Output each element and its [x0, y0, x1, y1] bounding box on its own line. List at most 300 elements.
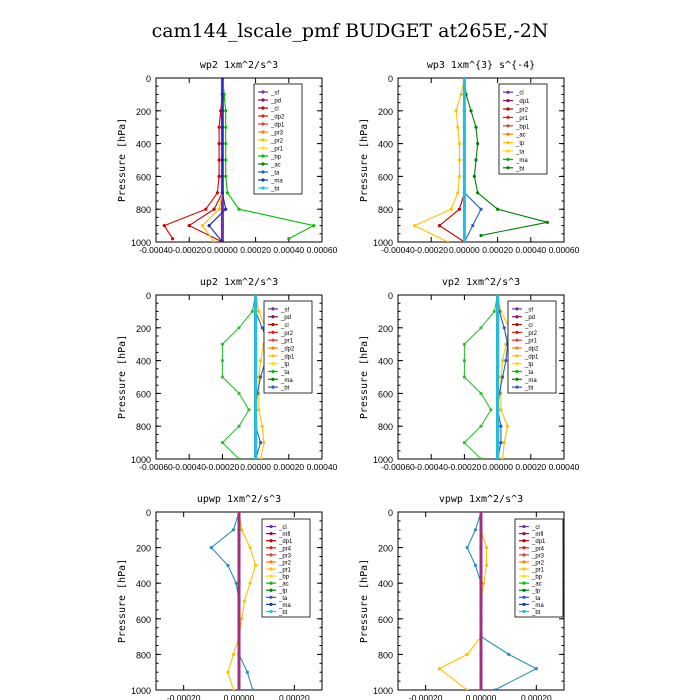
series-point-tp: [246, 671, 249, 674]
series-point-bt: [463, 142, 466, 145]
panel-title: vp2 1xm^2/s^3: [441, 277, 521, 288]
x-tick-label: 0.00000: [223, 693, 255, 700]
legend-label: _pr2: [525, 330, 538, 337]
series-point-cl: [479, 617, 482, 620]
legend-marker: [522, 525, 525, 528]
panel-title: vpwp 1xm^2/s^3: [438, 494, 524, 505]
y-axis-label: Pressure [hPa]: [117, 117, 128, 203]
legend-marker: [261, 146, 264, 149]
series-point-tp: [501, 375, 504, 378]
legend-label: _pr4: [279, 546, 292, 553]
legend-label: _pr3: [279, 553, 292, 560]
x-tick-label: -0.00060: [139, 462, 173, 472]
series-point-pr2: [503, 441, 506, 444]
series-point-pr1: [226, 671, 229, 674]
series-point-bt: [496, 293, 499, 296]
legend-label: _bt: [525, 385, 534, 392]
x-tick-label: -0.00060: [381, 462, 415, 472]
series-point-tp: [221, 109, 224, 112]
series-point-cl: [479, 653, 482, 656]
series-point-bt: [496, 359, 499, 362]
series-point-pr1: [221, 441, 224, 444]
legend-marker: [506, 116, 509, 119]
legend-marker: [269, 532, 272, 535]
legend-label: _pr2: [281, 330, 294, 337]
y-tick-label: 0: [387, 291, 393, 301]
y-tick-label: 400: [377, 579, 393, 590]
series-point-pr2: [259, 457, 262, 460]
legend-marker: [515, 370, 518, 373]
legend-marker: [269, 539, 272, 542]
series-point-pr1: [438, 667, 441, 670]
panel-6: [359, 494, 564, 700]
legend-label: _pr3: [532, 553, 545, 560]
legend-label: _ac: [516, 132, 526, 139]
series-point-bp: [224, 158, 227, 161]
legend-marker: [271, 362, 274, 365]
legend-marker: [515, 346, 518, 349]
legend-marker: [515, 362, 518, 365]
x-tick-label: 0.00020: [273, 462, 305, 472]
series-point-pr2: [450, 208, 453, 211]
series-point-bp: [224, 175, 227, 178]
series-point-sf: [221, 208, 224, 211]
series-point-tp: [251, 688, 254, 691]
legend-marker: [269, 560, 272, 563]
legend-label: _cl: [525, 323, 533, 330]
legend-label: _ac: [279, 581, 289, 588]
legend-marker: [271, 307, 274, 310]
legend-label: _pr1: [525, 338, 538, 345]
y-tick-label: 800: [135, 422, 151, 433]
legend-label: _sf: [525, 307, 534, 314]
series-point-cl: [237, 653, 240, 656]
legend-marker: [271, 378, 274, 381]
series-point-tp: [226, 564, 229, 567]
series-point-pr1: [232, 688, 235, 691]
series-point-pr1: [463, 375, 466, 378]
legend-label: _pr3: [271, 130, 284, 137]
series-point-tp: [208, 224, 211, 227]
series-line-pr1: [222, 295, 255, 459]
legend-label: _ta: [281, 369, 290, 376]
series-point-bt: [496, 375, 499, 378]
series-point-cl: [163, 224, 166, 227]
legend-marker: [522, 560, 525, 563]
series-point-pr1: [248, 582, 251, 585]
y-axis-label: Pressure [hPa]: [117, 558, 128, 644]
legend-label: _ma: [525, 377, 537, 384]
legend-marker: [261, 186, 264, 189]
y-axis-label: Pressure [hPa]: [359, 117, 370, 203]
legend-marker: [522, 574, 525, 577]
series-point-cl: [479, 564, 482, 567]
series-point-bt: [254, 441, 257, 444]
legend-label: _ma: [279, 602, 291, 609]
legend-marker: [515, 307, 518, 310]
legend-marker: [269, 603, 272, 606]
series-point-tp: [471, 224, 474, 227]
series-point-bt: [463, 76, 466, 79]
series-point-cl: [237, 671, 240, 674]
legend-label: _ta: [525, 369, 534, 376]
series-point-tp: [466, 546, 469, 549]
legend-label: _bt: [281, 385, 290, 392]
legend-label: _cl: [279, 525, 287, 532]
series-point-bt: [254, 293, 257, 296]
series-point-bt: [254, 359, 257, 362]
series-point-cl: [217, 126, 220, 129]
y-tick-label: 800: [377, 650, 393, 661]
legend: [264, 301, 312, 393]
legend-label: _tp: [532, 588, 541, 595]
series-point-ac: [474, 158, 477, 161]
series-point-cl: [237, 617, 240, 620]
panel-title: upwp 1xm^2/s^3: [196, 494, 282, 505]
legend-marker: [261, 170, 264, 173]
series-point-bp: [312, 224, 315, 227]
legend-marker: [506, 141, 509, 144]
legend: [262, 519, 310, 617]
x-tick-label: 0.00060: [548, 245, 580, 255]
series-point-cl: [171, 237, 174, 240]
series-point-cl: [217, 142, 220, 145]
series-point-pr1: [463, 343, 466, 346]
series-point-cl: [217, 158, 220, 161]
series-point-bt: [463, 109, 466, 112]
legend-label: _bt: [279, 609, 288, 616]
series-point-tp: [221, 93, 224, 96]
series-point-bt: [496, 457, 499, 460]
legend-label: _dp1: [281, 354, 295, 361]
series-point-pr1: [466, 688, 469, 691]
legend-marker: [261, 138, 264, 141]
y-tick-label: 1000: [372, 455, 393, 465]
legend-label: _mfl: [532, 532, 544, 539]
y-tick-label: 400: [135, 139, 151, 150]
y-tick-label: 800: [135, 205, 151, 216]
x-tick-label: 0.00000: [482, 462, 513, 472]
series-point-pr2: [259, 359, 262, 362]
legend-marker: [269, 589, 272, 592]
legend-marker: [261, 154, 264, 157]
series-point-tp: [221, 126, 224, 129]
legend-label: _pr1: [271, 146, 284, 153]
legend-marker: [271, 346, 274, 349]
legend-marker: [522, 539, 525, 542]
legend-marker: [522, 546, 525, 549]
legend-marker: [522, 567, 525, 570]
panel-5: [117, 494, 322, 700]
panel-4: [359, 277, 580, 472]
x-tick-label: 0.00060: [306, 245, 338, 255]
series-point-pr1: [237, 326, 240, 329]
series-point-cl: [237, 582, 240, 585]
series-point-pr1: [485, 564, 488, 567]
y-tick-label: 1000: [130, 455, 151, 465]
series-point-ac: [496, 208, 499, 211]
series-point-bp: [224, 109, 227, 112]
legend-marker: [261, 178, 264, 181]
series-point-tp: [503, 326, 506, 329]
series-point-bp: [287, 237, 290, 240]
series-point-pr2: [201, 224, 204, 227]
series-point-tp: [259, 441, 262, 444]
series-point-pr1: [221, 343, 224, 346]
legend-label: _sf: [281, 307, 290, 314]
legend-marker: [515, 323, 518, 326]
legend-marker: [522, 603, 525, 606]
x-tick-label: 0.00020: [482, 245, 513, 255]
series-point-tp: [499, 425, 502, 428]
x-tick-label: -0.00020: [447, 462, 482, 472]
series-point-cl: [479, 635, 482, 638]
series-point-pr2: [459, 93, 462, 96]
series-point-pr2: [506, 425, 509, 428]
legend-label: _pr4: [532, 546, 545, 553]
series-point-bt: [254, 425, 257, 428]
x-tick-label: 0.00040: [515, 245, 547, 255]
legend-marker: [271, 315, 274, 318]
legend-label: _pr1: [281, 338, 294, 345]
legend-label: _bt: [271, 186, 280, 193]
legend-label: _dp1: [516, 99, 530, 106]
legend-label: _bp: [271, 154, 282, 161]
series-point-pr1: [237, 425, 240, 428]
series-point-cl: [237, 688, 240, 691]
series-point-tp: [479, 208, 482, 211]
series-point-pr2: [456, 126, 459, 129]
legend-label: _ma: [532, 602, 544, 609]
x-tick-label: 0.00040: [273, 245, 305, 255]
series-point-pr1: [221, 375, 224, 378]
series-point-pr2: [499, 408, 502, 411]
legend-label: _cl: [532, 525, 540, 532]
legend-label: _pd: [525, 315, 536, 322]
x-tick-label: 0.00000: [207, 245, 238, 255]
panel-2: [359, 60, 580, 255]
series-point-ac: [469, 109, 472, 112]
y-tick-label: 600: [377, 172, 393, 183]
panel-3: [117, 277, 338, 472]
y-tick-label: 1000: [372, 238, 393, 248]
series-point-pr1: [489, 408, 492, 411]
legend-label: _tp: [525, 362, 534, 369]
legend-marker: [261, 122, 264, 125]
series-point-tp: [504, 359, 507, 362]
legend-label: _ac: [271, 162, 281, 169]
panel-title: wp2 1xm^2/s^3: [199, 60, 279, 71]
legend-marker: [269, 610, 272, 613]
y-axis-label: Pressure [hPa]: [359, 558, 370, 644]
series-point-cl: [237, 635, 240, 638]
series-point-bt: [463, 158, 466, 161]
y-tick-label: 1000: [372, 686, 393, 696]
series-point-bt: [463, 93, 466, 96]
series-point-bt: [463, 224, 466, 227]
legend-label: _dp2: [525, 346, 539, 353]
series-point-pr1: [240, 617, 243, 620]
legend-label: _bt: [532, 609, 541, 616]
legend-label: _mfl: [279, 532, 291, 539]
series-point-cl: [204, 208, 207, 211]
series-point-tp: [474, 564, 477, 567]
series-point-cl: [237, 599, 240, 602]
legend-marker: [506, 133, 509, 136]
x-tick-label: 0.00020: [278, 693, 310, 700]
legend-label: _bp: [279, 574, 290, 581]
series-point-bp: [224, 126, 227, 129]
legend-label: _pr2: [532, 560, 545, 567]
legend-label: _cl: [516, 90, 524, 97]
series-point-ac: [546, 221, 549, 224]
legend-label: _cl: [281, 323, 289, 330]
series-point-pr2: [413, 224, 416, 227]
x-tick-label: 0.00000: [449, 245, 480, 255]
legend-label: _ma: [271, 178, 283, 185]
legend: [508, 301, 556, 393]
series-point-bt: [254, 457, 257, 460]
series-group: [221, 293, 271, 460]
figure-title: cam144_lscale_pmf BUDGET at265E,-2N: [151, 20, 549, 42]
series-point-bt: [496, 343, 499, 346]
series-point-bt: [463, 175, 466, 178]
legend-marker: [271, 339, 274, 342]
legend-label: _pr2: [279, 560, 292, 567]
x-tick-label: -0.00040: [172, 462, 206, 472]
y-tick-label: 800: [377, 422, 393, 433]
series-point-bt: [254, 375, 257, 378]
legend-label: _pd: [281, 315, 292, 322]
series-point-pr2: [501, 457, 504, 460]
panel-title: wp3 1xm^{3} s^{-4}: [426, 60, 536, 71]
series-point-pr1: [247, 408, 250, 411]
legend-marker: [269, 582, 272, 585]
x-tick-label: 0.00020: [520, 693, 552, 700]
legend-marker: [515, 315, 518, 318]
series-line-tp: [464, 78, 481, 242]
x-tick-label: 0.00020: [240, 245, 271, 255]
series-point-pr1: [466, 653, 469, 656]
series-point-bp: [226, 191, 229, 194]
legend-label: _ta: [279, 595, 288, 602]
y-tick-label: 200: [377, 106, 393, 117]
x-tick-label: -0.00040: [139, 245, 173, 255]
legend-marker: [261, 114, 264, 117]
series-point-bt: [496, 408, 499, 411]
y-tick-label: 1000: [130, 238, 151, 248]
series-point-pr1: [482, 582, 485, 585]
series-point-bt: [496, 326, 499, 329]
y-tick-label: 200: [377, 543, 393, 554]
series-line-tp: [211, 512, 253, 690]
series-point-bt: [254, 343, 257, 346]
series-point-tp: [493, 688, 496, 691]
legend-label: _bp: [532, 574, 543, 581]
y-tick-label: 600: [135, 614, 151, 625]
series-point-cl: [479, 599, 482, 602]
legend-marker: [271, 354, 274, 357]
legend: [499, 84, 547, 174]
legend-marker: [261, 98, 264, 101]
legend-marker: [506, 158, 509, 161]
legend-marker: [271, 323, 274, 326]
x-tick-label: 0.00000: [240, 462, 271, 472]
series-point-bt: [463, 240, 466, 243]
legend-marker: [506, 149, 509, 152]
series-point-pd: [213, 208, 216, 211]
series-point-pr2: [458, 158, 461, 161]
y-tick-label: 600: [135, 172, 151, 183]
y-tick-label: 400: [135, 579, 151, 590]
series-point-pr2: [262, 441, 265, 444]
legend-marker: [515, 331, 518, 334]
series-point-pr1: [232, 653, 235, 656]
legend-marker: [522, 610, 525, 613]
series-point-pr2: [501, 359, 504, 362]
legend-label: _dp1: [532, 539, 546, 546]
series-point-bt: [496, 425, 499, 428]
legend-label: _bp1: [516, 124, 530, 131]
series-point-ac: [473, 175, 476, 178]
legend-marker: [271, 331, 274, 334]
series-point-cl: [479, 671, 482, 674]
y-tick-label: 1000: [130, 686, 151, 696]
series-point-pr1: [479, 457, 482, 460]
series-point-bt: [254, 310, 257, 313]
y-tick-label: 400: [377, 139, 393, 150]
legend-label: _ma: [281, 377, 293, 384]
y-tick-label: 600: [377, 389, 393, 400]
series-point-ac: [476, 191, 479, 194]
x-tick-label: -0.00040: [381, 245, 415, 255]
legend-label: _cl: [271, 106, 279, 113]
series-point-pr1: [237, 457, 240, 460]
series-point-pr2: [261, 425, 264, 428]
series-point-cl: [237, 510, 240, 513]
series-point-tp: [210, 546, 213, 549]
series-point-bt: [496, 392, 499, 395]
legend-label: _ta: [516, 149, 525, 156]
legend-marker: [522, 582, 525, 585]
y-tick-label: 800: [377, 205, 393, 216]
legend-marker: [515, 339, 518, 342]
series-point-pr1: [254, 564, 257, 567]
legend-label: _dp1: [271, 122, 285, 129]
x-tick-label: 0.00020: [515, 462, 547, 472]
series-point-pr2: [458, 175, 461, 178]
series-point-cl: [216, 191, 219, 194]
series-line-pr1: [228, 512, 256, 690]
legend-marker: [506, 124, 509, 127]
series-line-pr1: [464, 295, 497, 459]
legend-marker: [269, 525, 272, 528]
series-point-bp: [237, 208, 240, 211]
series-point-tp: [259, 375, 262, 378]
legend-label: _dp2: [271, 114, 285, 121]
x-tick-label: -0.00020: [408, 693, 443, 700]
series-point-bt: [463, 191, 466, 194]
y-axis-label: Pressure [hPa]: [117, 334, 128, 420]
series-point-bt: [254, 392, 257, 395]
legend-label: _ac: [532, 581, 542, 588]
series-point-pr1: [251, 310, 254, 313]
legend-marker: [506, 91, 509, 94]
series-point-pr2: [446, 240, 449, 243]
series-point-pr1: [221, 359, 224, 362]
series-point-pd: [188, 224, 191, 227]
legend-marker: [515, 354, 518, 357]
